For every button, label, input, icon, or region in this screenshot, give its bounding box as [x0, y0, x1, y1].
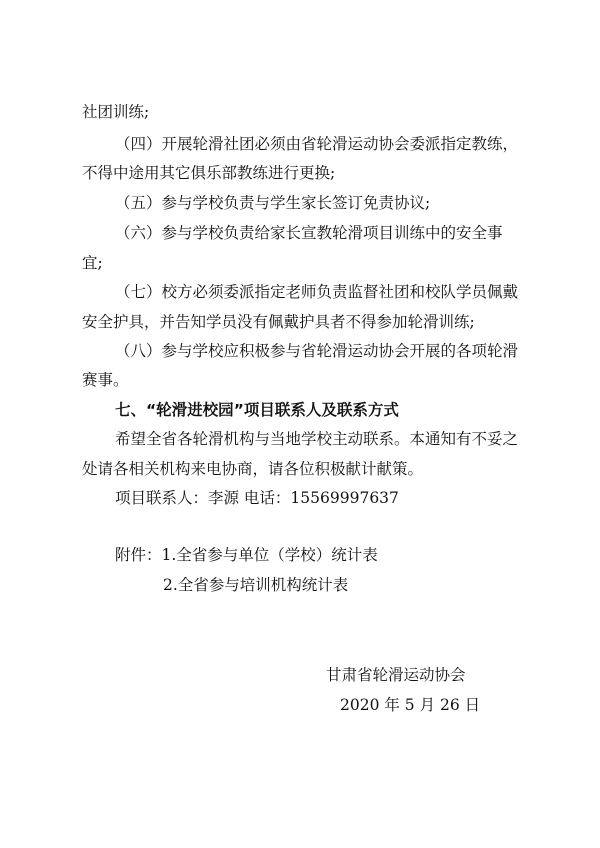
- attachment-item: 1.全省参与单位（学校）统计表: [161, 546, 378, 564]
- attachment-label: 附件：: [115, 546, 162, 564]
- paragraph-line: （四）开展轮滑社团必须由省轮滑运动协会委派指定教练，: [115, 135, 519, 153]
- paragraph-line: 不得中途用其它俱乐部教练进行更换;: [82, 164, 336, 182]
- section-heading: 七、“轮滑进校园”项目联系人及联系方式: [115, 401, 399, 419]
- body-line: 希望全省各轮滑机构与当地学校主动联系。本通知有不妥之: [115, 430, 519, 448]
- paragraph-line: （八）参与学校应积极参与省轮滑运动协会开展的各项轮滑: [115, 342, 519, 360]
- paragraph-line: 宜;: [82, 254, 103, 272]
- signature-organization: 甘肃省轮滑运动协会: [326, 666, 466, 684]
- paragraph-line: 社团训练;: [82, 103, 150, 121]
- body-line: 处请各相关机构来电协商，请各位积极献计献策。: [82, 460, 424, 478]
- attachment-row: [115, 545, 378, 565]
- paragraph-line: （五）参与学校负责与学生家长签订免责协议;: [115, 194, 431, 212]
- attachment-item: 2.全省参与培训机构统计表: [163, 576, 349, 594]
- signature-date: 2020 年 5 月 26 日: [340, 696, 481, 714]
- paragraph-line: （七）校方必须委派指定老师负责监督社团和校队学员佩戴: [115, 283, 519, 301]
- contact-line: 项目联系人：李源 电话：15569997637: [115, 489, 399, 507]
- paragraph-line: 安全护具，并告知学员没有佩戴护具者不得参加轮滑训练;: [82, 313, 475, 331]
- paragraph-line: 赛事。: [82, 371, 129, 389]
- paragraph-line: （六）参与学校负责给家长宣教轮滑项目训练中的安全事: [115, 224, 503, 242]
